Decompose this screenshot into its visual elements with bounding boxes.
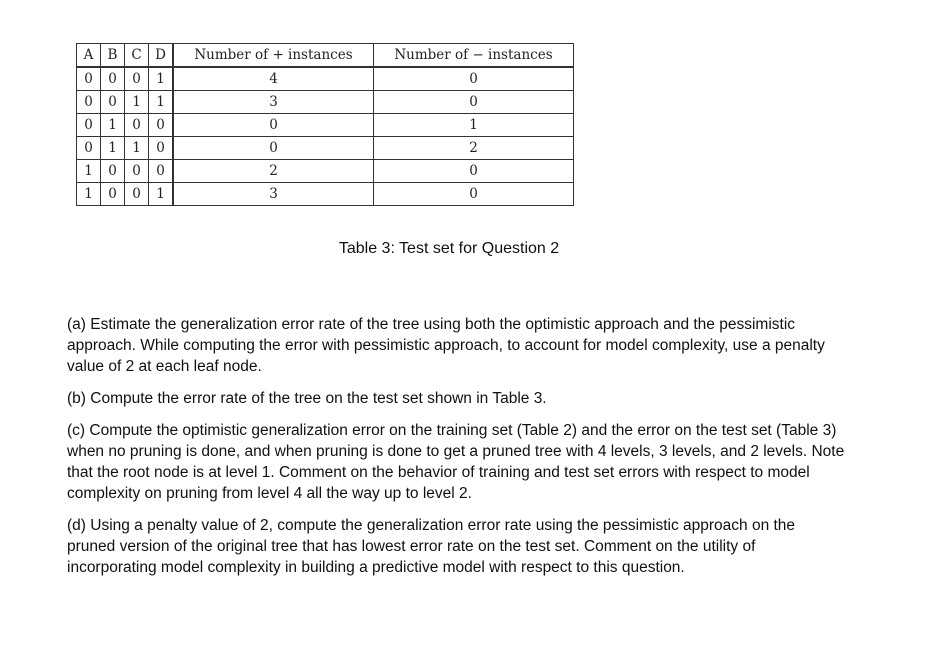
table-row [77,114,574,137]
cell-b: 1 [101,114,125,137]
cell-d: 0 [149,137,174,160]
table-row [77,91,574,114]
cell-b: 0 [101,67,125,91]
cell-b: 0 [101,91,125,114]
cell-c: 1 [125,137,149,160]
header-b: B [101,44,125,68]
cell-negative: 0 [374,160,574,183]
cell-d: 1 [149,91,174,114]
table-row [77,67,574,91]
cell-b: 0 [101,160,125,183]
cell-a: 0 [77,137,101,160]
cell-d: 1 [149,67,174,91]
cell-a: 1 [77,183,101,206]
cell-d: 1 [149,183,174,206]
cell-c: 0 [125,160,149,183]
cell-negative: 0 [374,91,574,114]
cell-c: 0 [125,183,149,206]
table-caption-text: Table 3: Test set for Question 2 [338,240,560,257]
question-c: (c) Compute the optimistic generalization error on the training set (Table 2) and the error on the test set (Table 3) when no pruning is done, and when pruning is done to get a pruned tree with 4 levels, 3 levels, and 2 levels. Note that the root node is at level 1. Comment on the behavior of training and test set errors with respect to model complexity on pruning from level 4 all the way up to level 2. [67,422,845,502]
question-d: (d) Using a penalty value of 2, compute the generalization error rate using the pessimistic approach on the pruned version of the original tree that has lowest error rate on the test set. Comment on the utility of incorporating model complexity in building a predictive model with respect to this question. [67,517,796,576]
cell-b: 1 [101,137,125,160]
question-b: (b) Compute the error rate of the tree on the test set shown in Table 3. [67,390,547,407]
table-row [77,183,574,206]
header-a: A [77,44,101,68]
cell-c: 1 [125,91,149,114]
test-set-table [76,43,574,206]
question-a: (a) Estimate the generalization error rate of the tree using both the optimistic approach and the pessimistic approach. While computing the error with pessimistic approach, to account for model complexity, use a penalty value of 2 at each leaf node. [67,316,825,375]
cell-c: 0 [125,114,149,137]
cell-a: 1 [77,160,101,183]
question-list [67,314,847,589]
cell-d: 0 [149,114,174,137]
cell-a: 0 [77,67,101,91]
cell-c: 0 [125,67,149,91]
cell-positive: 3 [173,91,374,114]
cell-positive: 4 [173,67,374,91]
table-row [77,137,574,160]
table-caption [0,240,900,258]
cell-negative: 1 [374,114,574,137]
cell-negative: 0 [374,67,574,91]
cell-a: 0 [77,114,101,137]
cell-positive: 0 [173,114,374,137]
header-negative-instances: Number of − instances [374,44,574,68]
cell-positive: 3 [173,183,374,206]
header-d: D [149,44,174,68]
header-c: C [125,44,149,68]
cell-positive: 0 [173,137,374,160]
cell-positive: 2 [173,160,374,183]
cell-negative: 2 [374,137,574,160]
table-header-row [77,44,574,68]
table-row [77,160,574,183]
cell-a: 0 [77,91,101,114]
cell-b: 0 [101,183,125,206]
cell-negative: 0 [374,183,574,206]
header-positive-instances: Number of + instances [173,44,374,68]
cell-d: 0 [149,160,174,183]
